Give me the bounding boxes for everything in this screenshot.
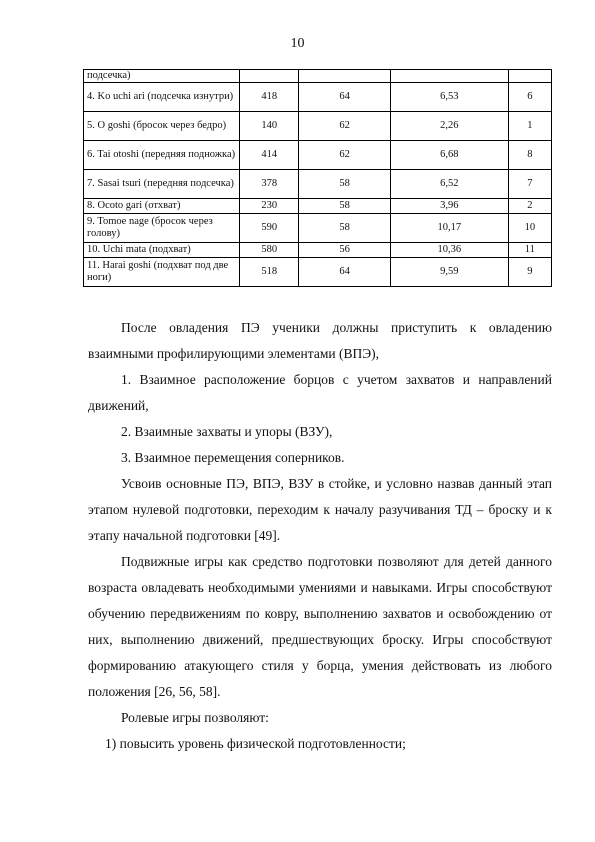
- table-cell-c1: 418: [240, 83, 299, 112]
- table-cell-c4: 9: [508, 258, 551, 287]
- table-cell-c3: 9,59: [390, 258, 508, 287]
- table-row: [84, 112, 552, 141]
- table-cell-c1: 378: [240, 170, 299, 199]
- table-row: [84, 170, 552, 199]
- table-cell-c2: 62: [299, 141, 391, 170]
- table-cell-c1: 140: [240, 112, 299, 141]
- table-cell-c3: 10,17: [390, 214, 508, 243]
- table-cell-name: 10. Uchi mata (подхват): [84, 243, 240, 258]
- table-cell-c1: 518: [240, 258, 299, 287]
- table-cell-c3: 6,53: [390, 83, 508, 112]
- table-cell-c3: 6,52: [390, 170, 508, 199]
- table-row: [84, 243, 552, 258]
- table-cell-c4: 10: [508, 214, 551, 243]
- page-number: 10: [290, 36, 305, 51]
- results-table: [83, 69, 552, 287]
- table-row: [84, 199, 552, 214]
- table-cell-c2: 62: [299, 112, 391, 141]
- list-item: 1) повысить уровень физической подготовленности;: [105, 736, 406, 751]
- table-cell-c2: 64: [299, 83, 391, 112]
- table-row: [84, 83, 552, 112]
- table-cell-c3: 10,36: [390, 243, 508, 258]
- table-cell-c2: 56: [299, 243, 391, 258]
- table-cell-c3: 2,26: [390, 112, 508, 141]
- paragraph: 3. Взаимное перемещения соперников.: [121, 450, 345, 465]
- paragraph: После овладения ПЭ ученики должны приступить к овладению взаимными профилирующими элементами (ВПЭ),: [88, 320, 552, 361]
- table-row: [84, 141, 552, 170]
- paragraph: Усвоив основные ПЭ, ВПЭ, ВЗУ в стойке, и условно назвав данный этап этапом нулевой подготовки, переходим к началу разучивания ТД – броску и к этапу начальной подготовки [49].: [88, 476, 552, 543]
- table-cell-name: подсечка): [84, 70, 240, 83]
- table-cell-name: 5. O goshi (бросок через бедро): [84, 112, 240, 141]
- table-cell-c1: 590: [240, 214, 299, 243]
- table-cell-c4: 6: [508, 83, 551, 112]
- table-cell-c1: [240, 70, 299, 83]
- table-cell-name: 9. Tomoe nage (бросок через голову): [84, 214, 240, 243]
- table-cell-c4: 11: [508, 243, 551, 258]
- table-cell-c1: 580: [240, 243, 299, 258]
- table-cell-c2: 58: [299, 214, 391, 243]
- table-cell-c4: [508, 70, 551, 83]
- table-cell-c2: 64: [299, 258, 391, 287]
- table-cell-name: 4. Ko uchi ari (подсечка изнутри): [84, 83, 240, 112]
- table-cell-c2: 58: [299, 170, 391, 199]
- table-cell-c4: 1: [508, 112, 551, 141]
- body-text: [88, 315, 552, 757]
- paragraph: Ролевые игры позволяют:: [121, 710, 269, 725]
- table-cell-c1: 414: [240, 141, 299, 170]
- table-cell-c2: 58: [299, 199, 391, 214]
- table-cell-name: 6. Tai otoshi (передняя подножка): [84, 141, 240, 170]
- table-cell-c2: [299, 70, 391, 83]
- paragraph: 2. Взаимные захваты и упоры (ВЗУ),: [121, 424, 333, 439]
- table-row: [84, 214, 552, 243]
- table-cell-c1: 230: [240, 199, 299, 214]
- table-cell-c4: 2: [508, 199, 551, 214]
- paragraph: Подвижные игры как средство подготовки позволяют для детей данного возраста овладевать необходимыми умениями и навыками. Игры способствуют обучению передвижениям по ковру, выполнению захватов и освобождению от них, выполнению движений, предшествующих броску. Игры способствуют формированию атакующего стиля у борца, умения действовать из любого положения [26, 56, 58].: [88, 554, 552, 699]
- table-cell-c3: 6,68: [390, 141, 508, 170]
- table-cell-name: 8. Ocoto gari (отхват): [84, 199, 240, 214]
- table-cell-c4: 8: [508, 141, 551, 170]
- table-cell-c4: 7: [508, 170, 551, 199]
- table-cell-name: 7. Sasai tsuri (передняя подсечка): [84, 170, 240, 199]
- table-cell-c3: 3,96: [390, 199, 508, 214]
- table-row: [84, 258, 552, 287]
- table-row: [84, 70, 552, 83]
- paragraph: 1. Взаимное расположение борцов с учетом захватов и направлений движений,: [88, 372, 552, 413]
- table-cell-c3: [390, 70, 508, 83]
- table-body: [84, 70, 552, 287]
- table-cell-name: 11. Harai goshi (подхват под две ноги): [84, 258, 240, 287]
